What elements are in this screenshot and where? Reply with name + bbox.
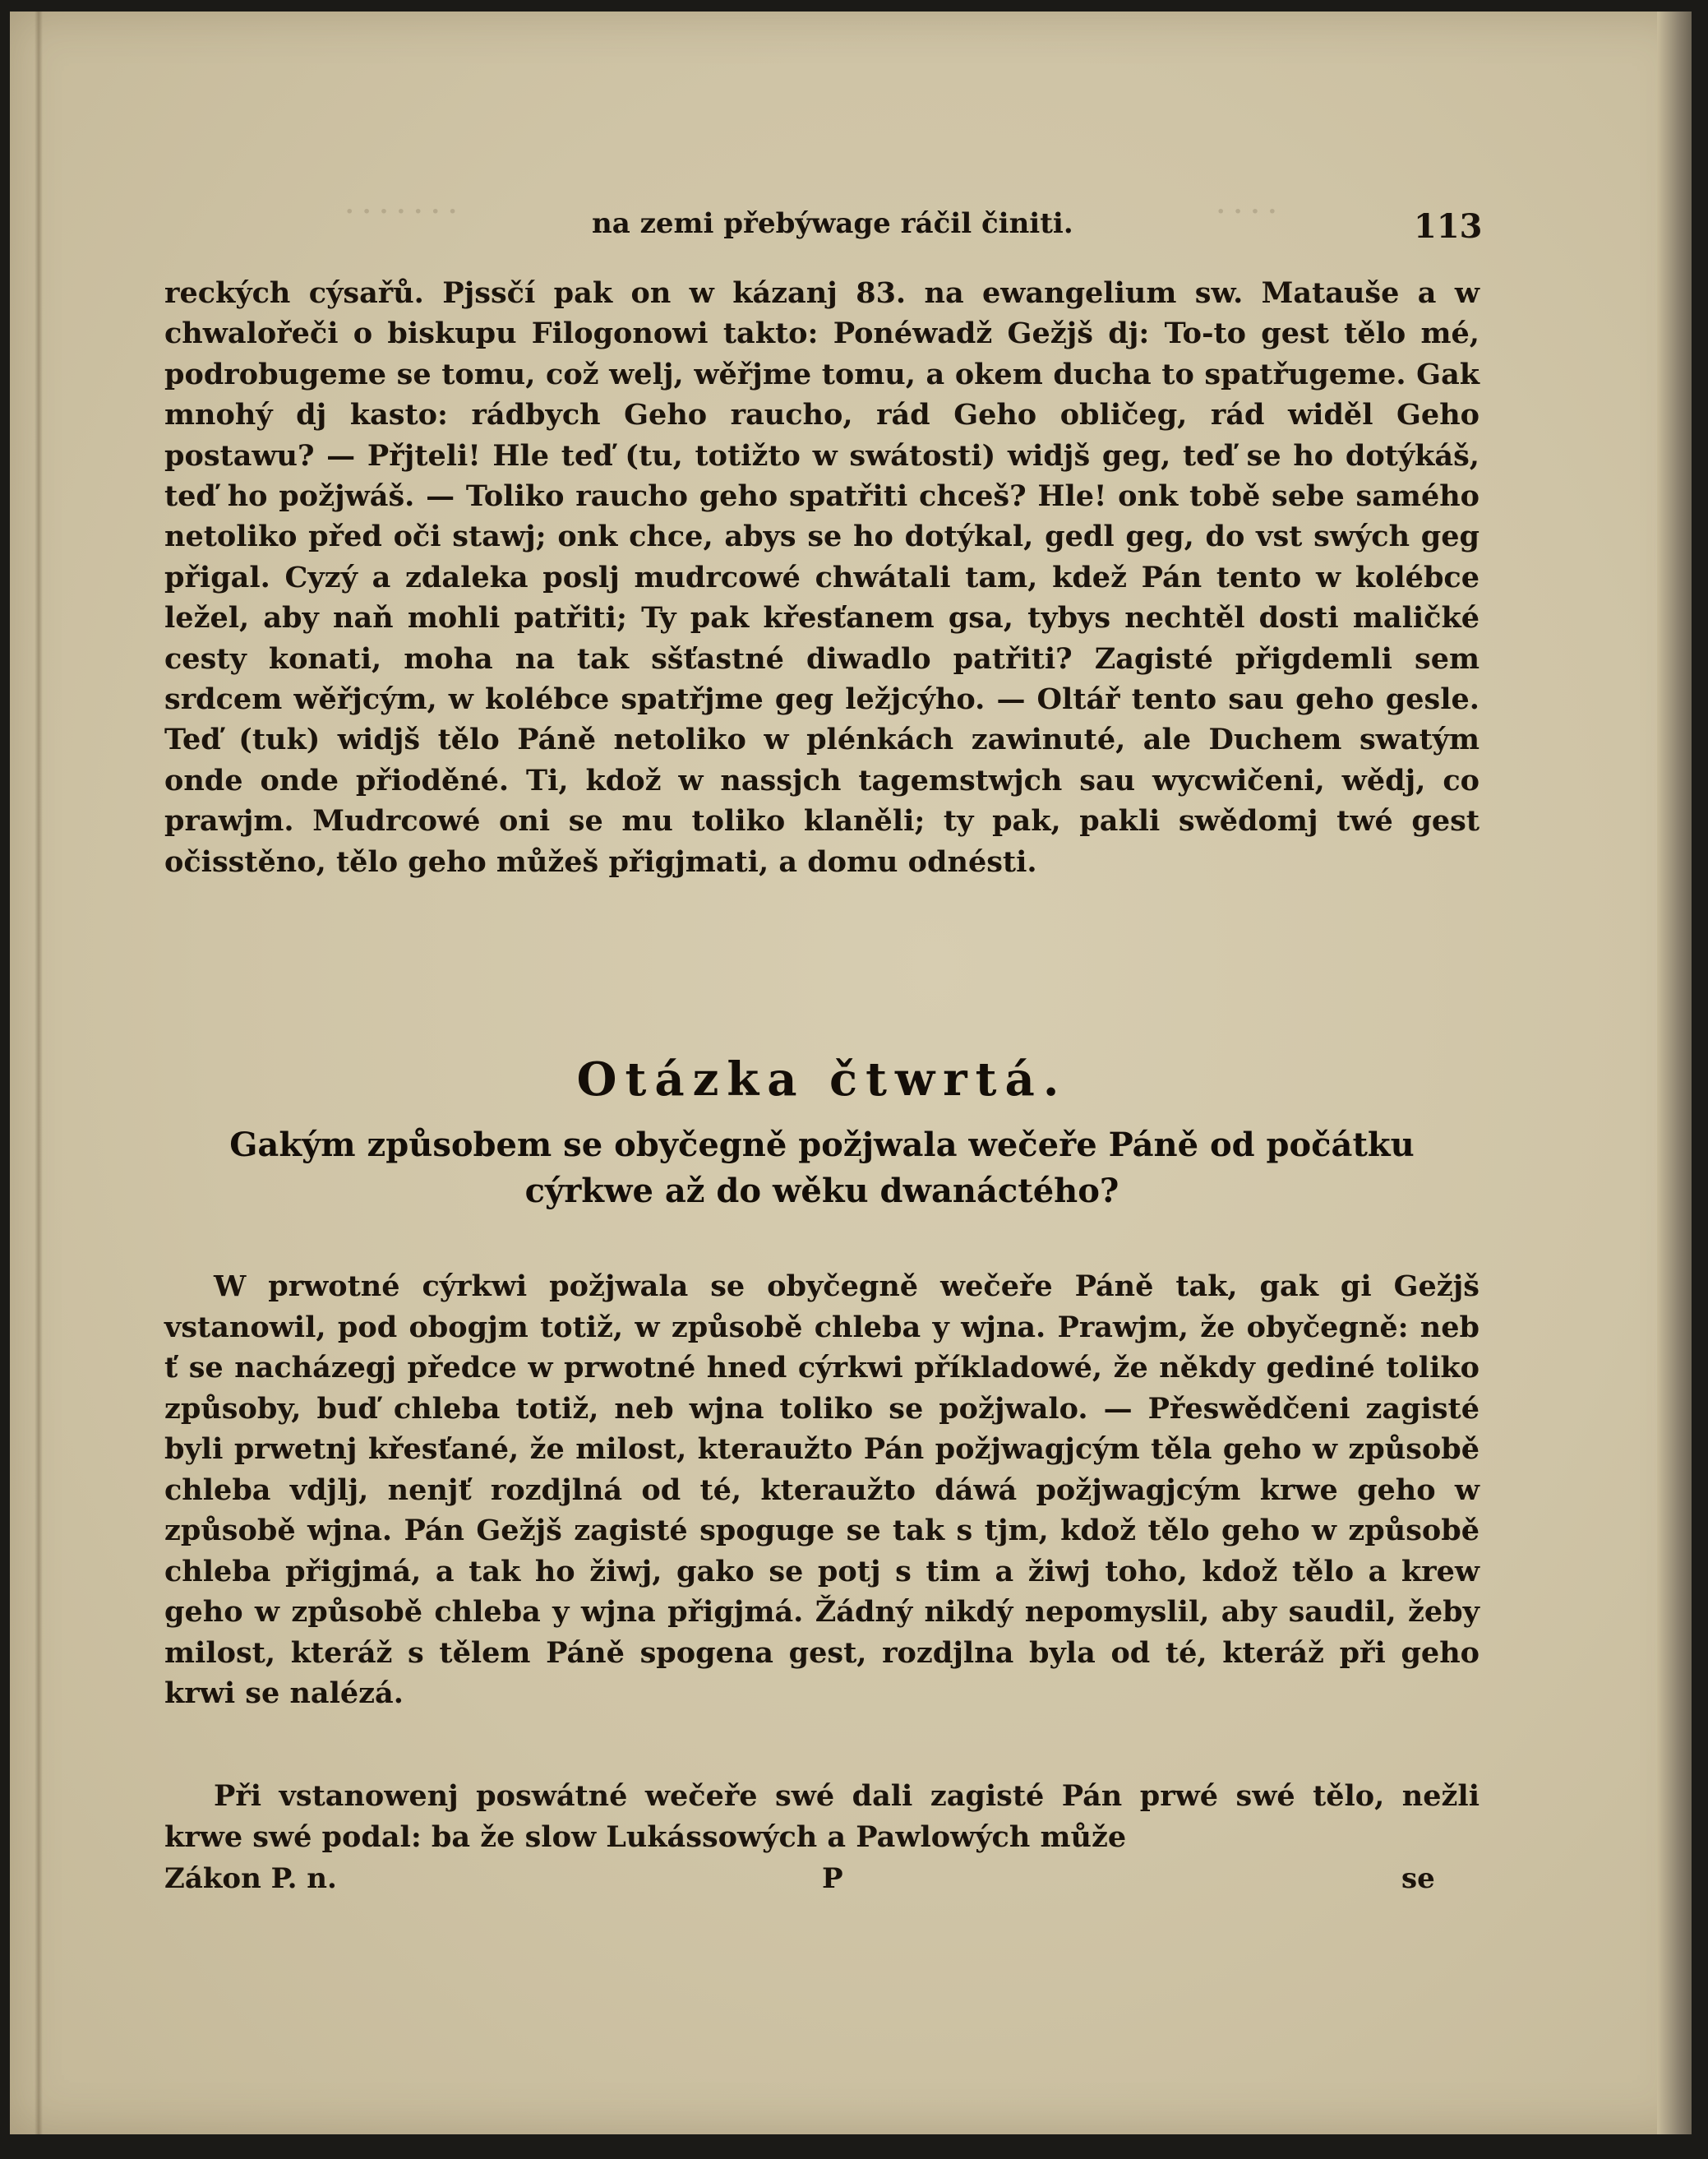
page-right-edge (1657, 12, 1692, 2134)
paragraph-3: Při vstanowenj poswátné wečeře swé dali zagisté Pán prwé swé tělo, nežli krwe swé podal: ba že slow Lukássowých a Pawlowých může (164, 1779, 1479, 1854)
page-number: 113 (1414, 207, 1483, 246)
catchword: se (1401, 1862, 1435, 1895)
bleed-through-text: · · · · · · · (345, 197, 457, 226)
page-footer (164, 1862, 1479, 1903)
section-question: Gakým způsobem se obyčegně požjwala wečeře Páně od počátku cýrkwe až do wěku dwanáctého? (229, 1126, 1415, 1210)
signature-mark: Zákon P. n. (164, 1862, 337, 1895)
section-heading: Otázka čtwrtá. (576, 1052, 1068, 1107)
page-spine-shadow (35, 12, 43, 2134)
running-head: na zemi přebýwage ráčil činiti. (592, 207, 1073, 240)
paragraph-1: reckých cýsařů. Pjssčí pak on w kázanj 83. na ewangelium sw. Matauše a w chwalořeči o biskupu Filogonowi takto: Ponéwadž Gežjš dj: To-to gest tělo mé, podrobugeme se tomu, což welj, wěřjme tomu, a okem ducha to spatřugeme. Gak mnohý dj kasto: rádbych Geho raucho, rád Geho obličeg, rád widěl Geho postawu? — Přjteli! Hle teď (tu, totižto w swátosti) widjš geg, teď se ho dotýkáš, teď ho požjwáš. — Toliko raucho geho spatřiti chceš? Hle! onk tobě sebe samého netoliko před oči stawj; onk chce, abys se ho dotýkal, gedl geg, do vst swých geg přigal. Cyzý a zdaleka poslj mudrcowé chwátali tam, kdež Pán tento w kolébce ležel, aby naň mohli patřiti; Ty pak křesťanem gsa, tybys nechtěl dosti maličké cesty konati, moha na tak sšťastné diwadlo patřiti? Zagisté přigdemli sem srdcem wěřjcým, w kolébce spatřjme geg ležjcýho. — Oltář tento sau geho gesle. Teď (tuk) widjš tělo Páně netoliko w plénkách zawinuté, ale Duchem swatým onde onde přioděné. Ti, kdož w nassjch tagemstwjch sau wycwičeni, wědj, co prawjm. Mudrcowé oni se mu toliko klaněli; ty pak, pakli swědomj twé gest očisstěno, tělo geho můžeš přigjmati, a domu odnésti. (164, 276, 1479, 879)
paragraph-2: W prwotné cýrkwi požjwala se obyčegně wečeře Páně tak, gak gi Gežjš vstanowil, pod obogjm totiž, w způsobě chleba y wjna. Prawjm, že obyčegně: neb ť se nacházegj předce w prwotné hned cýrkwi příkladowé, že někdy gediné toliko způsoby, buď chleba totiž, neb wjna toliko se požjwalo. — Přeswědčeni zagisté byli prwetnj křesťané, že milost, kteraužto Pán požjwagjcým těla geho w způsobě chleba vdjlj, nenjť rozdjlná od té, kteraužto dáwá požjwagjcým krwe geho w způsobě wjna. Pán Gežjš zagisté spoguge se tak s tjm, kdož tělo geho w způsobě chleba přigjmá, a tak ho žiwj, gako se potj s tim a žiwj toho, kdož tělo a krew geho w způsobě chleba y wjna přigjmá. Žádný nikdý nepomyslil, aby saudil, žeby milost, kteráž s tělem Páně spogena gest, rozdjlna byla od té, kteráž při geho krwi se nalézá. (164, 1269, 1479, 1710)
signature-letter: P (822, 1862, 843, 1895)
bleed-through-text: · · · · (1216, 197, 1277, 226)
